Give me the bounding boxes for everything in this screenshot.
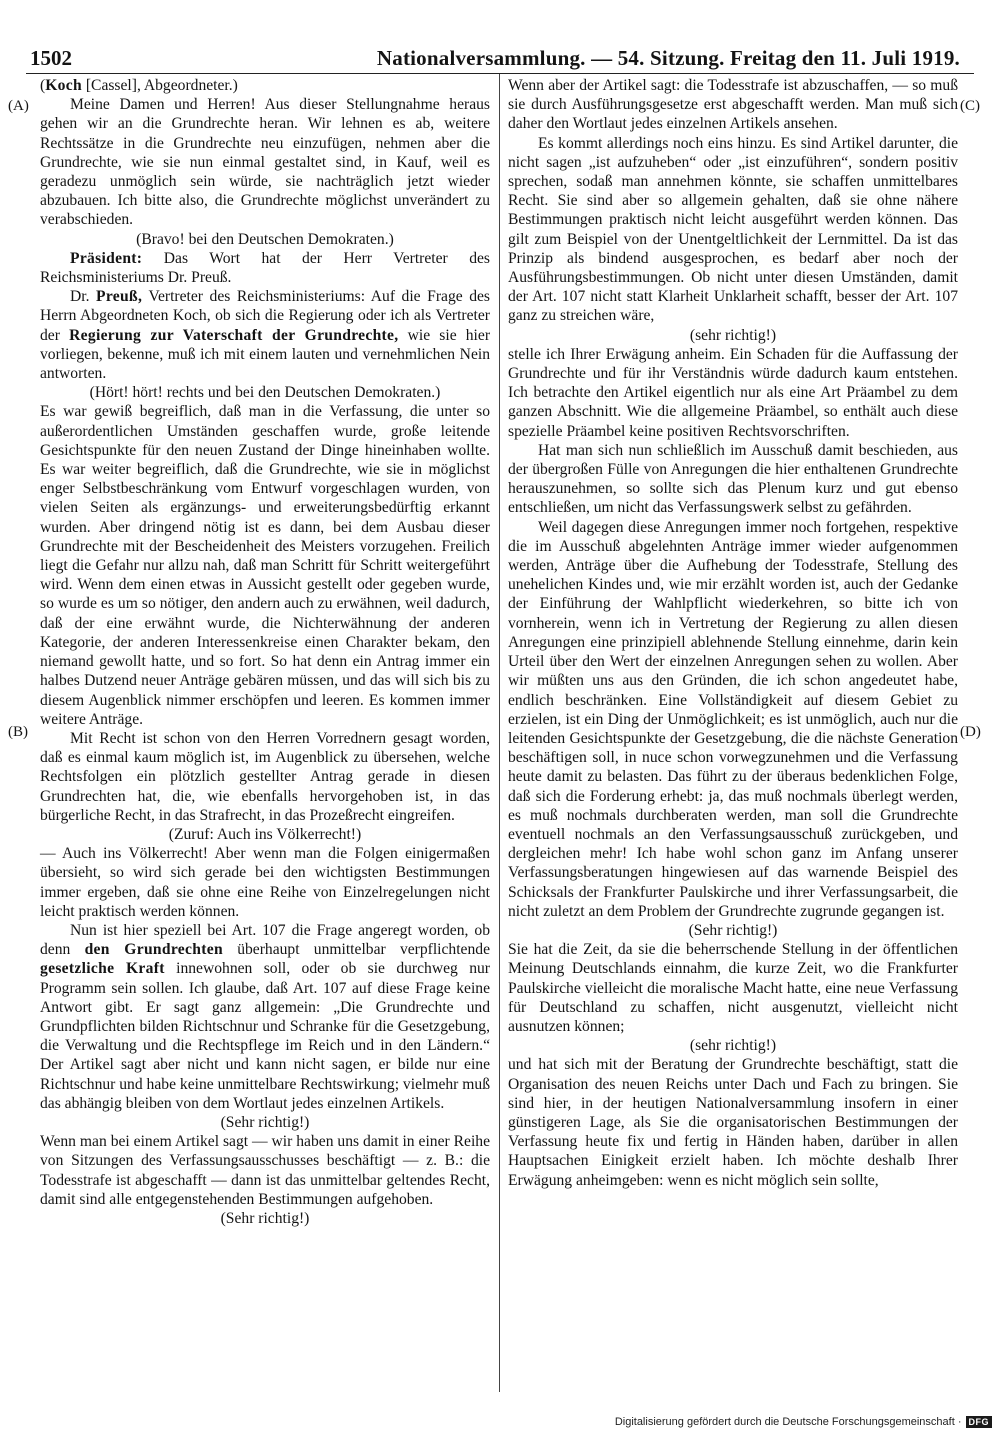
paragraph: Meine Damen und Herren! Aus dieser Stellungnahme heraus gehen wir an die Grundrechte heran. Wir lehnen es ab, weitere Rechtssätze in die Grundrechte neu einzufügen, nehmen aber die Grundrechte, wie sie nun einmal gestaltet sind, in Kauf, weil es geradezu unmöglich sein würde, sie nachträglich jetzt wieder abzubauen. Ich bitte also, die Grundrechte möglichst unverändert zu verabschieden. bbox=[40, 96, 490, 229]
president-label: Präsident: bbox=[70, 249, 143, 267]
interjection: (Hört! hört! rechts und bei den Deutschen Demokraten.) bbox=[89, 384, 441, 402]
digitization-footer bbox=[615, 1414, 992, 1430]
right-column bbox=[508, 76, 958, 1190]
paragraph: Wenn aber der Artikel sagt: die Todesstrafe ist abzuschaffen, — so muß sie durch Ausführungsgesetze erst abgeschafft werden. Man muß sich daher den Wortlaut jedes einzelnen Artikels ansehen. bbox=[508, 77, 958, 133]
interjection: (sehr richtig!) bbox=[689, 1037, 777, 1055]
page-header bbox=[26, 40, 974, 72]
preuss-bold: Regierung zur Vaterschaft der Grundrechte, bbox=[69, 326, 399, 344]
dfg-logo: DFG bbox=[966, 1416, 993, 1428]
interjection: (Sehr richtig!) bbox=[220, 1209, 310, 1227]
preuss-prefix: Dr. bbox=[70, 288, 90, 306]
paragraph: — Auch ins Völkerrecht! Aber wenn man die Folgen einigermaßen übersieht, so wird sich gerade bei den wichtigsten Bestimmungen immer ergeben, daß sie ohne eine Reihe von Einzelregelungen nicht leicht praktisch werden können. bbox=[40, 845, 490, 920]
speaker-ref-rest: [Cassel], Abgeordneter.) bbox=[85, 77, 238, 94]
preuss-text-a: Vertreter des Reichsministeriums: Auf die Frage des Herrn Abgeordneten Koch, ob sich die Regierung oder ich als Vertreter der bbox=[40, 288, 490, 344]
margin-mark-a: (A) bbox=[8, 98, 29, 114]
president-paragraph bbox=[40, 249, 490, 287]
margin-mark-d: (D) bbox=[960, 724, 981, 740]
interjection: (Sehr richtig!) bbox=[688, 921, 778, 939]
page-number: 1502 bbox=[30, 46, 72, 70]
speaker-ref-name: Koch bbox=[45, 77, 82, 94]
paragraph: Wenn man bei einem Artikel sagt — wir haben uns damit in einer Reihe von Sitzungen des Verfassungsausschusses beschäftigt — z. B.: die Todesstrafe ist abgeschafft — dann ist das unmittelbar geltendes Recht, damit sind alle entgegenstehenden Bestimmungen aufgehoben. bbox=[40, 1133, 490, 1208]
para5-b: schon vorwegzunehmen und die Verfassung heute damit zu belasten. Das führt zu der überaus bedenklichen Folge, daß sich die Forderung erhebt: ja, das muß nochmals überlegt werden, es muß nochmals durchberaten werden, man soll die Grundrechte eventuell nochmals an den Verfassungsausschuß zurückgeben, und dergleichen mehr! Ich habe wohl schon ganz im Anfang unserer Verfassungsberatungen hingewiesen auf das warnende Beispiel des Schicksals der Frankfurter Paulskirche und ihrer Verfassungsarbeit, die nicht zuletzt an dem Problem der Grundrechte zugrunde gegangen ist. bbox=[508, 749, 958, 920]
para5-b: überhaupt unmittelbar verpflichtende bbox=[237, 941, 490, 959]
speaker-reference: (Koch [Cassel], Abgeordneter.) bbox=[40, 77, 238, 94]
para5-bold2: gesetzliche Kraft bbox=[40, 960, 165, 978]
latin-phrase: in nuce bbox=[624, 749, 672, 767]
paragraph: Es war gewiß begreiflich, daß man in die Verfassung, die unter so außerordentlichen Umständen geschaffen wurde, große leitende Gesichtspunkte für den neuen Zustand der Dinge hineinhaben wollte. Es war weiter begreiflich, daß die Grundrechte, wie sie in möglichst enger Selbstbeschränkung vom Entwurf vorgeschlagen wurden, von vielen Seiten als ergänzungs- und erweiterungsbedürftig erkannt wurden. Aber dringend nötig ist es dann, bei dem Ausbau dieser Grundrechte mit der Bescheidenheit des Meisters vorzugehen. Freilich liegt die Gefahr nur allzu nah, daß man Schritt für Schritt weitergeführt wird. Wenn dem einen etwas in Aussicht gestellt oder gegeben wurde, so wurde es um so nötiger, den andern auch zu erwähnen, weil dadurch, daß der eine erwähnt wurde, die Nichterwähnung der anderen Kategorie, der anderen Interessenkreise einen Charakter bekam, den niemand gewollt hatte, und so fort. So hat denn ein Antrag immer ein halbes Dutzend neuer Anträge gebären müssen, und das will sich bis zu diesem Augenblick nimmer erschöpfen und leeren. Es kommen immer weitere Anträge. bbox=[40, 403, 490, 728]
president-text: Das Wort hat der Herr Vertreter des Reichsministeriums Dr. Preuß. bbox=[40, 249, 490, 287]
interjection: (Sehr richtig!) bbox=[220, 1113, 310, 1131]
paragraph: Mit Recht ist schon von den Herren Vorrednern gesagt worden, daß es einmal kaum möglich ist, im Augenblick zu übersehen, welche Rechtsfolgen ein plötzlich gestellter Antrag gerade in diesen Grundrechten hat, die, wie ebenfalls hervorgehoben ist, in das bürgerliche Recht, in das Strafrecht, in das Prozeßrecht eingreifen. bbox=[40, 729, 490, 824]
running-title: Nationalversammlung. — 54. Sitzung. Freitag den 11. Juli 1919. bbox=[376, 46, 960, 70]
margin-mark-b: (B) bbox=[8, 724, 28, 740]
preuss-paragraph bbox=[40, 287, 490, 383]
para5-a: Nun ist hier speziell bei Art. 107 die Frage angeregt worden, ob denn bbox=[40, 921, 490, 959]
interjection: (Bravo! bei den Deutschen Demokraten.) bbox=[136, 230, 394, 248]
footer-credit: Digitalisierung gefördert durch die Deutsche Forschungsgemeinschaft · bbox=[614, 1416, 962, 1428]
column-divider bbox=[499, 74, 500, 1392]
preuss-name: Preuß, bbox=[96, 288, 143, 306]
margin-mark-c: (C) bbox=[960, 98, 980, 114]
preuss-text-b: wie sie hier vorliegen, bekenne, muß ich mit einem lauten und vernehmlichen Nein antworten. bbox=[40, 326, 491, 383]
para5-c: innewohnen soll, oder ob sie durchweg nur Programm sein sollen. Ich glaube, daß Art. 107 auf diese Frage keine Antwort gibt. Er sagt ganz allgemein: „Die Grundrechte und Grundpflichten bilden Richtschnur und Schranke für die Gesetzgebung, die Verwaltung und die Rechtspflege im Reich und in den Ländern.“ Der Artikel sagt aber nicht und kann nicht sagen, er bilde nur eine Richtschnur und habe keine unmittelbare Rechtswirkung; vielmehr muß das abhängig bleiben von dem Wortlaut jedes einzelnen Artikels. bbox=[40, 960, 490, 1112]
para5-a: Weil dagegen diese Anregungen immer noch fortgehen, respektive die im Ausschuß abgelehnten Anträge immer wieder aufgenommen werden, Anträge über die Aufhebung der Todesstrafe, Stellung des unehelichen Kindes und, wie mir erzählt worden ist, auch der Gedanke der Einführung der Wahlpflicht wiederkehren, so bitte ich von vornherein, wenn ich in Vertretung der Regierung zu allen diesen Anregungen eine prinzipiell ablehnende Stellung einnehme, darin kein Urteil über den Wert der einzelnen Anregungen sehen zu wollen. Aber wir müßten uns aus den Gründen, die ich schon angedeutet habe, endlich beschränken. Eine Vollständigkeit auf diesem Gebiet zu erzielen, ist ein Ding der Unmöglichkeit; es ist unmöglich, auch nur die leitenden Gesichtspunkte der Gesetzgebung, die die nächste Generation beschäftigen soll, bbox=[508, 518, 958, 767]
paragraph: Sie hat die Zeit, da sie die beherrschende Stellung in der öffentlichen Meinung Deutschlands einnahm, die kurze Zeit, wo die Frankfurter Paulskirche vielleicht die moralische Macht hatte, eine neue Verfassung für Deutschland zu schaffen, nicht ausgenutzt, vielleicht nicht ausnutzen können; bbox=[508, 941, 958, 1035]
paragraph: Hat man sich nun schließlich im Ausschuß damit beschieden, aus der übergroßen Fülle von Anregungen die hier enthaltenen Grundrechte herauszunehmen, so sollte sich das Plenum kurz und gut ebenso entschließen, um nicht das Verfassungswerk selbst zu gefährden. bbox=[508, 441, 958, 517]
paragraph: stelle ich Ihrer Erwägung anheim. Ein Schaden für die Auffassung der Grundrechte und für ihr Verständnis würde dadurch kaum entstehen. Ich betrachte den Artikel eigentlich nur als eine Art Präambel zu dem ganzen Abschnitt. Wie die allgemeine Präambel, so enthält auch diese spezielle Präambel keine positiven Rechtsvorschriften. bbox=[508, 345, 958, 440]
interjection: (Zuruf: Auch ins Völkerrecht!) bbox=[168, 825, 362, 843]
para5-bold1: den Grundrechten bbox=[84, 941, 223, 959]
paragraph: Es kommt allerdings noch eins hinzu. Es sind Artikel darunter, die nicht sagen „ist aufzuheben“ oder „ist einzuführen“, sondern positiv sprechen, sodaß man annehmen könnte, sie schaffen unmittelbares Recht. Sie sind aber so allgemein gehalten, daß sie ohne nähere Bestimmungen praktisch nicht leicht ausgeführt werden können. Das gilt zum Beispiel von der Unentgeltlichkeit der Lernmittel. Da ist das Prinzip als bindend ausgesprochen, es bedarf aber noch der Ausführungsbestimmungen. Ob nicht unter diesen Umständen, damit der Art. 107 nicht statt Klarheit Unklarheit schafft, besser der Art. 107 ganz zu streichen wäre, bbox=[508, 134, 958, 325]
paragraph bbox=[508, 518, 958, 921]
paragraph: und hat sich mit der Beratung der Grundrechte beschäftigt, statt die Organisation des neuen Reichs unter Dach und Fach zu bringen. Sie sind hier, in der heutigen Nationalversammlung insofern in einer günstigeren Lage, als Sie die organisatorischen Bestimmungen der Verfassung heute fix und fertig in Händen haben, darüber in allen Hauptsachen Einigkeit erzielt haben. Ich möchte deshalb Ihrer Erwägung anheimgeben: wenn es nicht möglich sein sollte, bbox=[508, 1056, 958, 1189]
header-rule bbox=[26, 73, 974, 74]
left-column bbox=[40, 76, 490, 1228]
article-107-paragraph bbox=[40, 921, 490, 1113]
interjection: (sehr richtig!) bbox=[689, 326, 777, 344]
